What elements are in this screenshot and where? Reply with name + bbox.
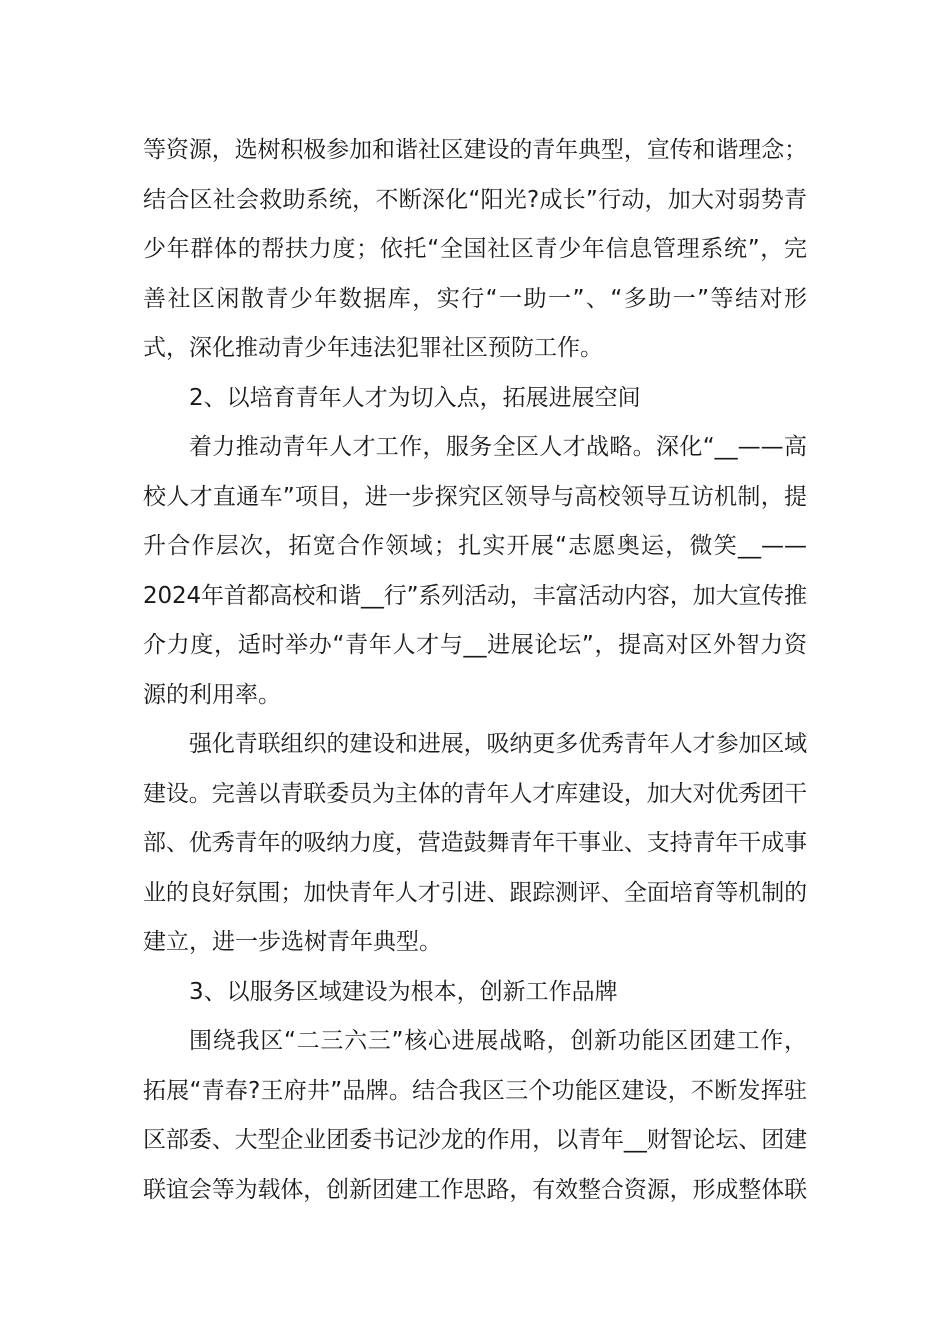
text-line-15: 部、优秀青年的吸纳力度，营造鼓舞青年干事业、支持青年干成事 <box>143 830 807 856</box>
text-line-11: 介力度，适时举办“青年人才与__进展论坛”，提高对区外智力资 <box>143 632 807 658</box>
text-line-19: 围绕我区“二三六三”核心进展战略，创新功能区团建工作， <box>189 1028 807 1054</box>
text-line-12: 源的利用率。 <box>143 681 281 708</box>
text-line-1: 等资源，选树积极参加和谐社区建设的青年典型，宣传和谐理念； <box>143 137 807 163</box>
text-line-22: 联谊会等为载体，创新团建工作思路，有效整合资源，形成整体联 <box>143 1176 807 1203</box>
text-line-16: 业的良好氛围；加快青年人才引进、跟踪测评、全面培育等机制的 <box>143 879 807 906</box>
text-line-5: 式，深化推动青少年违法犯罪社区预防工作。 <box>143 335 603 361</box>
text-line-4: 善社区闲散青少年数据库，实行“一助一”、“多助一”等结对形 <box>143 285 807 312</box>
text-line-8: 校人才直通车”项目，进一步探究区领导与高校领导互访机制，提 <box>143 483 807 510</box>
document-body <box>143 126 807 1215</box>
text-line-2: 结合区社会救助系统，不断深化“阳光?成长”行动，加大对弱势青 <box>143 186 807 213</box>
text-line-7: 着力推动青年人才工作，服务全区人才战略。深化“__——高 <box>189 434 807 460</box>
text-line-10: 2024年首都高校和谐__行”系列活动，丰富活动内容，加大宣传推 <box>143 582 807 609</box>
text-line-14: 建设。完善以青联委员为主体的青年人才库建设，加大对优秀团干 <box>143 780 807 807</box>
text-line-17: 建立，进一步选树青年典型。 <box>143 929 442 955</box>
text-line-20: 拓展“青春?王府井”品牌。结合我区三个功能区建设，不断发挥驻 <box>143 1077 807 1104</box>
section-heading-2: 2、以培育青年人才为切入点，拓展进展空间 <box>189 384 641 411</box>
text-line-3: 少年群体的帮扶力度；依托“全国社区青少年信息管理系统”，完 <box>143 236 807 262</box>
text-line-9: 升合作层次，拓宽合作领域；扎实开展“志愿奥运，微笑__—— <box>143 533 807 559</box>
text-line-13: 强化青联组织的建设和进展，吸纳更多优秀青年人才参加区域 <box>189 731 807 757</box>
text-line-21: 区部委、大型企业团委书记沙龙的作用，以青年__财智论坛、团建 <box>143 1127 807 1153</box>
section-heading-3: 3、以服务区域建设为根本，创新工作品牌 <box>189 978 618 1005</box>
